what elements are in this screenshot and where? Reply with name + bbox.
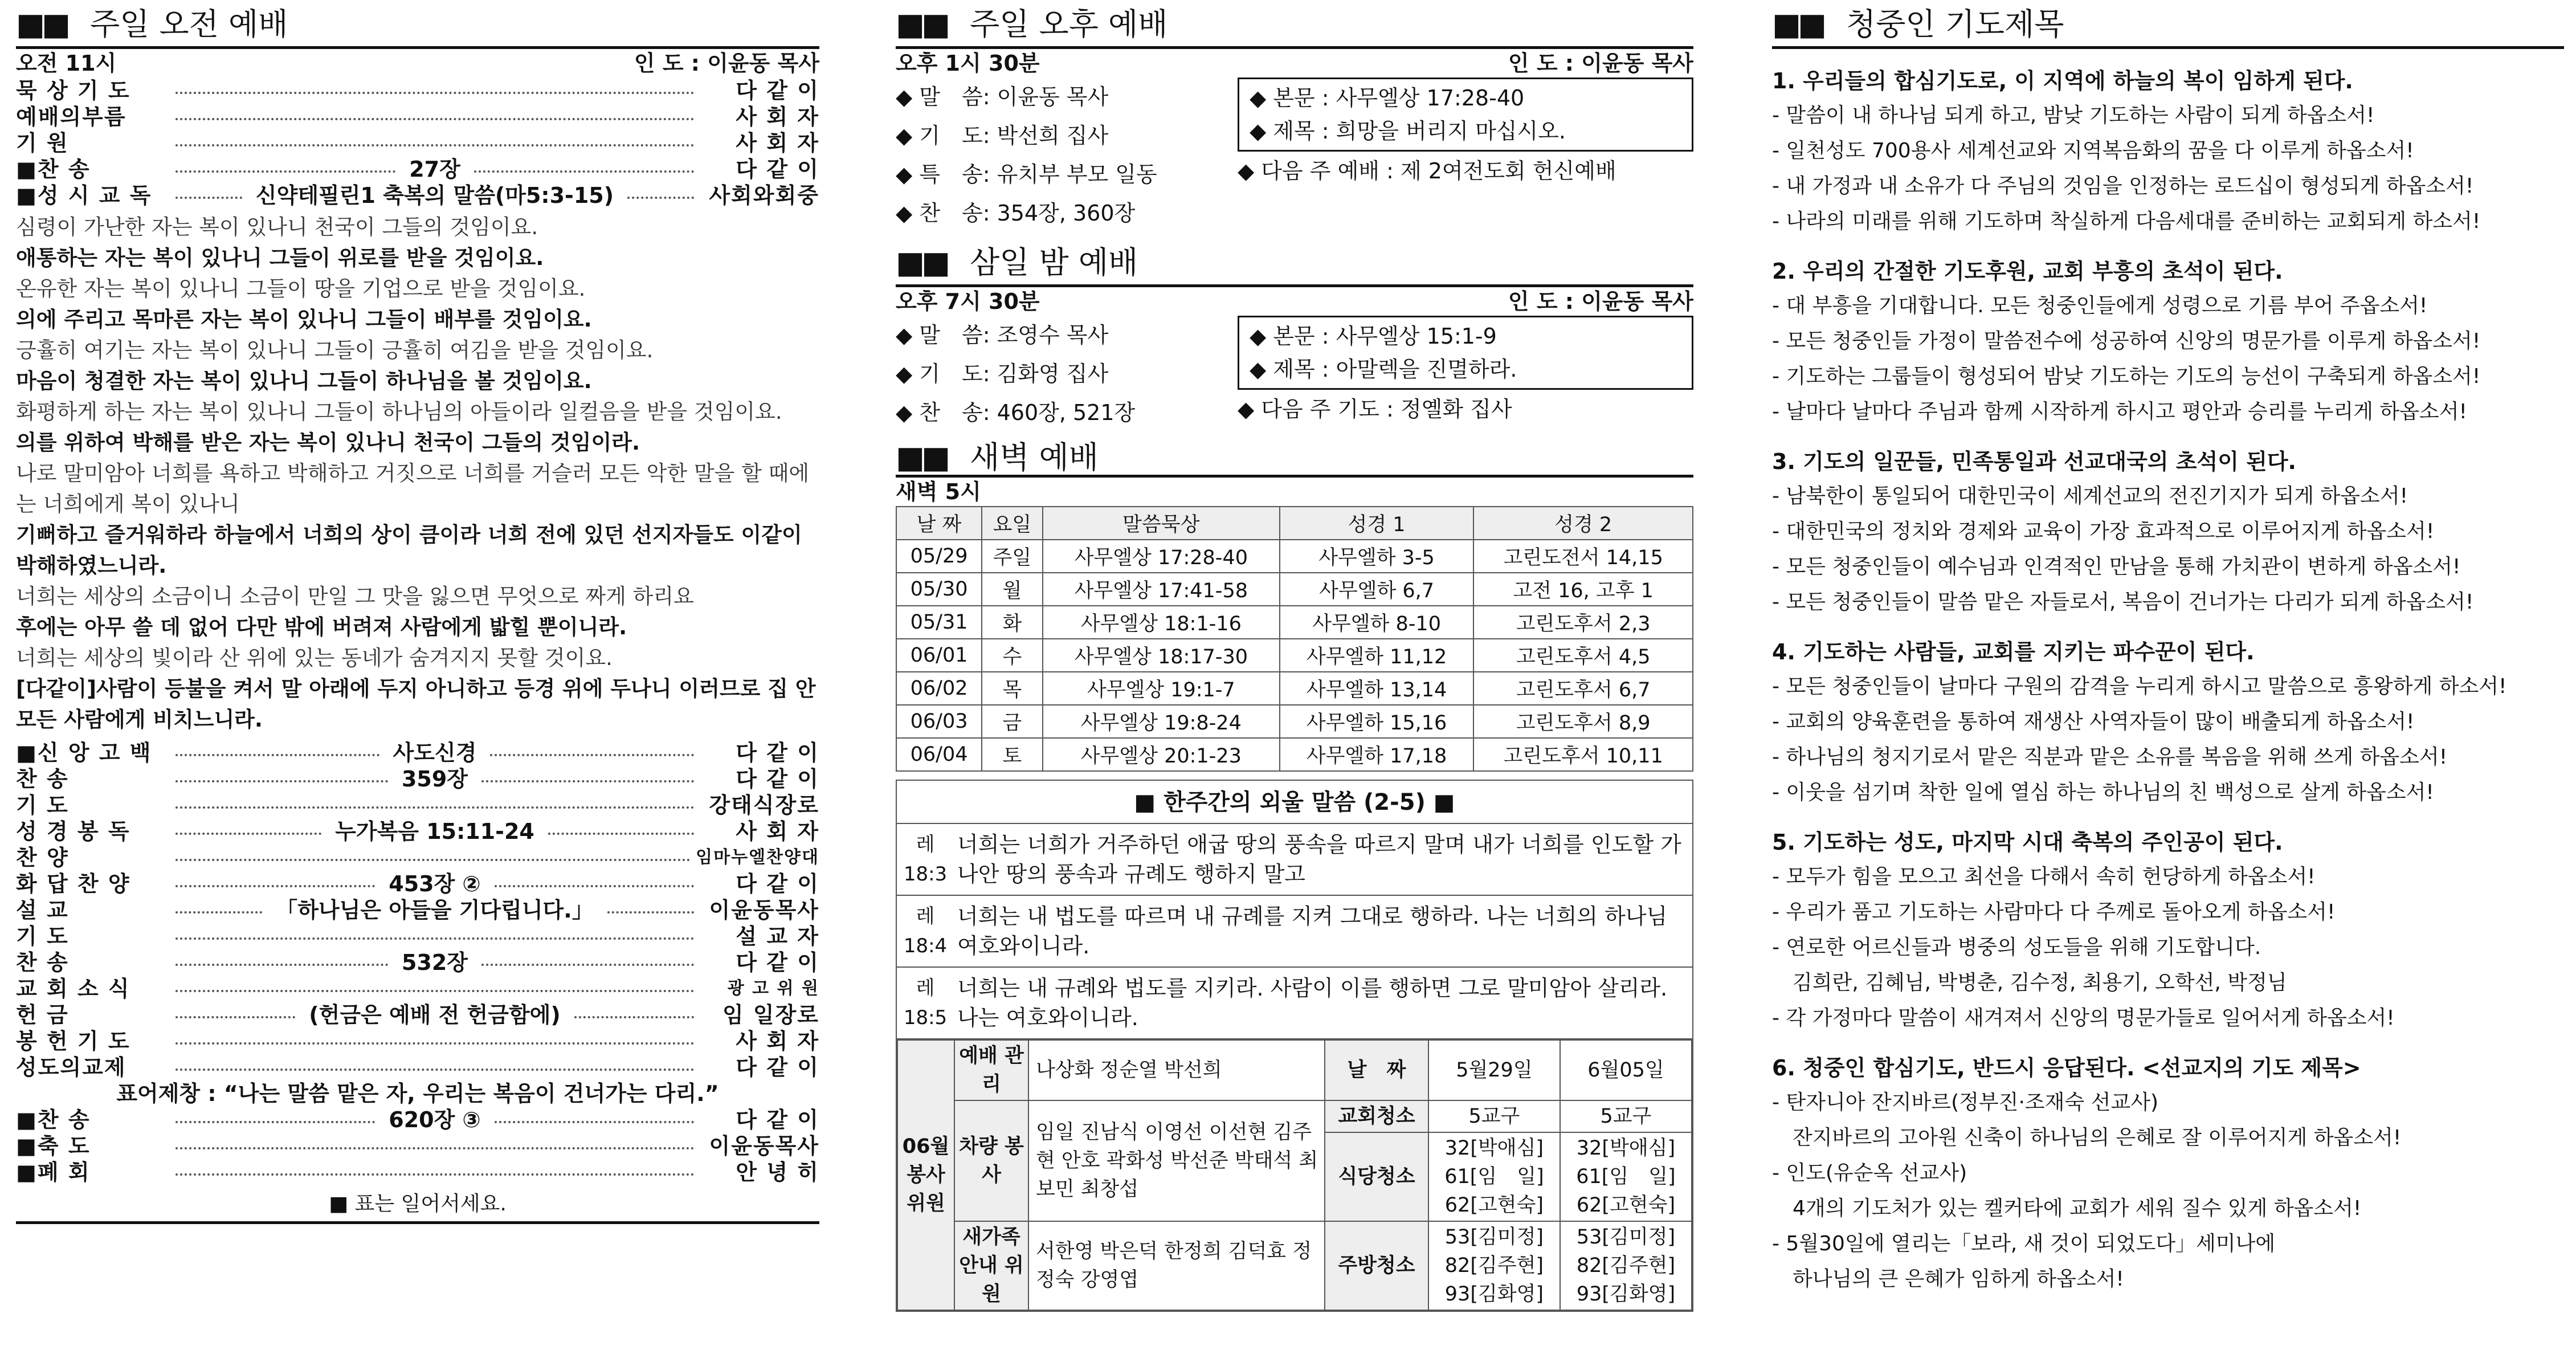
wednesday-items [896,316,1226,432]
church-clean-value: 5교구 [1428,1100,1560,1132]
memory-ref [897,824,954,895]
leader-dots [175,1121,375,1123]
sermon-line: ◆ 제목 : 아말렉을 진멸하라. [1250,357,1517,382]
order-person: 다 같 이 [736,766,819,792]
prayer-item: - 각 가정마다 말씀이 새겨져서 신앙의 명문가들로 일어서게 하옵소서! [1772,1006,2395,1030]
ref-verse: 18:5 [903,1006,948,1029]
leader-dots [175,964,388,966]
table-cell: 사무엘하 6,7 [1280,573,1474,606]
prayer-heading: 4. 기도하는 사람들, 교회를 지키는 파수꾼이 된다. [1772,639,2255,664]
table-cell: 고린도후서 6,7 [1473,672,1693,705]
order-person: 임 일장로 [722,1002,820,1027]
memory-text: 너희는 내 규례와 법도를 지키라. 사람이 이를 행하면 그로 말미암아 살리라. 나는 여호와이니라. [957,976,1668,1030]
morning-header: 오전 11시 인 도 : 이윤동 목사 [16,51,819,76]
leader-dots [495,885,694,887]
order-label: ■찬 송 [16,1107,91,1132]
ref-book: 레 [916,905,935,928]
order-label: ■폐 회 [16,1160,91,1185]
order-person: 강태식장로 [709,793,819,818]
prayer-heading: 2. 우리의 간절한 기도후원, 교회 부흥의 초석이 된다. [1772,259,2283,284]
leader-dots [175,885,375,887]
leader-dots [175,937,694,940]
clean-entry: 61[임 일] [1444,1165,1544,1188]
order-content: 359장 [401,766,468,792]
wednesday-title: ■■ 삼일 밤 예배 [896,238,1693,287]
prayer-item: - 내 가정과 내 소유가 다 주님의 것임을 인정하는 로드십이 형성되게 하옵소서! [1772,174,2474,198]
clean-entry: 62[고현숙] [1576,1194,1676,1217]
leader-dots [175,118,694,120]
table-row [896,639,1693,672]
prayer-heading: 1. 우리들의 합심기도로, 이 지역에 하늘의 복이 임하게 된다. [1772,68,2353,93]
prayer-item: - 나라의 미래를 위해 기도하며 착실하게 다음세대를 준비하는 교회되게 하소서! [1772,210,2481,233]
table-cell: 주일 [982,540,1043,573]
service-item: ◆ 기 도: 박선희 집사 [896,123,1109,148]
leader-dots [175,144,694,146]
kitchen-clean-label: 주방청소 [1325,1221,1428,1310]
order-content: 누가복음 15:11-24 [335,819,534,844]
memory-row [897,896,1692,968]
order-label: 기 도 [16,793,69,818]
clean-entry: 62[고현숙] [1444,1194,1544,1217]
service-item: ◆ 찬 송: 460장, 521장 [896,400,1136,425]
afternoon-header: 오후 1시 30분 인 도 : 이윤동 목사 [896,51,1693,76]
memory-row [897,824,1692,896]
order-label: ■찬 송 [16,157,91,182]
table-cell: 사무엘하 15,16 [1280,705,1474,738]
order-label: 봉 헌 기 도 [16,1029,130,1054]
order-content: 532장 [401,950,468,975]
leader-dots [175,780,388,782]
clean-entry: 53[김미정] [1576,1226,1676,1249]
morning-title: ■■ 주일 오전 예배 [16,0,819,49]
clean-entry: 82[김주현] [1576,1254,1676,1277]
wednesday-next: ◆ 다음 주 기도 : 정옐화 집사 [1238,397,1512,422]
order-label: ■축 도 [16,1133,91,1159]
middle-column [896,0,1693,1358]
order-person: 이윤동목사 [709,1133,819,1159]
dining-clean-label: 식당청소 [1325,1132,1428,1221]
prayer-heading: 6. 청중인 합심기도, 반드시 응답된다. <선교지의 기도 제목> [1772,1055,2361,1080]
leader-dots [175,1147,694,1149]
service-names: 임일 진남식 이영선 이선현 김주현 안호 곽화성 박선준 박태석 최보민 최창섭 [1028,1100,1325,1221]
table-cell: 05/31 [896,606,982,639]
dining-clean-value [1428,1132,1560,1221]
order-content: 「하나님은 아들을 기다립니다.」 [276,898,594,923]
service-item: ◆ 특 송: 유치부 부모 일동 [896,162,1157,187]
memory-row [897,968,1692,1039]
order-item [16,1133,819,1159]
order-content: 신약테필린1 축복의 말씀(마5:3-15) [255,183,614,208]
sermon-line: ◆ 본문 : 사무엘상 15:1-9 [1250,324,1497,349]
service-item: ◆ 찬 송: 354장, 360장 [896,201,1136,226]
service-label: 예배 관리 [954,1040,1028,1100]
clean-entry: 61[임 일] [1576,1165,1676,1188]
order-item [16,1002,819,1028]
leader-dots [175,833,321,835]
table-cell: 고린도후서 2,3 [1473,606,1693,639]
memory-verse-box [896,780,1693,1312]
prayer-item: - 남북한이 통일되어 대한민국이 세계선교의 전진기지가 되게 하옵소서! [1772,484,2408,508]
table-cell: 고전 16, 고후 1 [1473,573,1693,606]
table-row [896,573,1693,606]
verse-line: [다같이]사람이 등불을 켜서 말 아래에 두지 아니하고 등경 위에 두나니 이러므로 집 안 모든 사람에게 비치느니라. [16,676,816,732]
clean-entry: 32[박애심] [1444,1137,1544,1160]
table-cell: 사무엘상 17:41-58 [1043,573,1280,606]
verse-line: 의에 주리고 목마른 자는 복이 있나니 그들이 배부를 것임이요. [16,307,592,332]
verse-line: 너희는 세상의 빛이라 산 위에 있는 동네가 숨겨지지 못할 것이요. [16,646,613,670]
order-item [16,897,819,923]
service-names: 서한영 박은덕 한정희 김덕효 정정숙 강영엽 [1028,1221,1325,1310]
verse-line: 애통하는 자는 복이 있나니 그들이 위로를 받을 것임이요. [16,246,544,270]
table-cell: 06/01 [896,639,982,672]
footnote: ■ 표는 일어서세요. [16,1185,819,1224]
order-label: 기 원 [16,131,69,156]
leader-dots [175,806,694,809]
sermon-line: ◆ 본문 : 사무엘상 17:28-40 [1250,85,1525,111]
order-label: 화 답 찬 양 [16,871,130,896]
morning-order-2 [16,740,819,1080]
table-cell: 사무엘상 17:28-40 [1043,540,1280,573]
table-cell: 사무엘하 8-10 [1280,606,1474,639]
service-label: 새가족 안내 위원 [954,1221,1028,1310]
order-person: 사 회 자 [736,131,819,156]
order-label: 기 도 [16,924,69,949]
prayer-item: 하나님의 큰 은혜가 임하게 하옵소서! [1772,1267,2124,1291]
service-item: ◆ 말 씀: 이윤동 목사 [896,84,1109,109]
church-clean-value: 5교구 [1560,1100,1692,1132]
table-row [896,738,1693,771]
service-label: 차량 봉사 [954,1100,1028,1221]
leader-dots [548,833,694,835]
verse-line: 기뻐하고 즐거워하라 하늘에서 너희의 상이 큼이라 너희 전에 있던 선지자들도 이같이 박해하였느니라. [16,523,802,578]
order-item [16,104,819,130]
order-person: 다 같 이 [736,157,819,182]
table-cell: 사무엘상 19:1-7 [1043,672,1280,705]
responsive-reading [16,212,819,735]
prayer-item: - 우리가 품고 기도하는 사람마다 다 주께로 돌아오게 하옵소서! [1772,900,2336,924]
table-cell: 토 [982,738,1043,771]
dawn-title: ■■ 새벽 예배 [896,438,1693,478]
wednesday-body [896,316,1693,432]
table-cell: 화 [982,606,1043,639]
order-label: 찬 양 [16,845,69,870]
prayer-item: - 모든 청중인들 가정이 말씀전수에 성공하여 신앙의 명문가를 이루게 하옵소서! [1772,329,2481,353]
verse-line: 너희는 세상의 소금이니 소금이 만일 그 맛을 잃으면 무엇으로 짜게 하리요 [16,584,694,609]
prayer-item: - 대 부흥을 기대합니다. 모든 청중인들에게 성령으로 기름 부어 주옵소서! [1772,294,2428,317]
verse-line: 심령이 가난한 자는 복이 있나니 천국이 그들의 것임이요. [16,215,538,239]
order-content: 453장 ② [389,871,481,896]
order-content: 27장 [409,157,460,182]
order-content: (헌금은 예배 전 헌금함에) [309,1002,561,1027]
table-cell: 금 [982,705,1043,738]
verse-line: 의를 위하여 박해를 받은 자는 복이 있나니 천국이 그들의 것임이라. [16,430,640,455]
leader-dots [175,92,694,94]
order-person: 사 회 자 [736,104,819,129]
table-cell: 고린도후서 4,5 [1473,639,1693,672]
leader-dots [627,197,694,199]
prayer-item: - 말씀이 내 하나님 되게 하고, 밤낮 기도하는 사람이 되게 하옵소서! [1772,104,2375,127]
table-row [896,540,1693,573]
order-label: 예배의부름 [16,104,126,129]
prayer-column [1772,0,2564,1358]
table-cell: 월 [982,573,1043,606]
order-item [16,871,819,897]
order-person: 사 회 자 [736,819,819,844]
table-cell: 사무엘하 3-5 [1280,540,1474,573]
table-row [896,606,1693,639]
leader-dots [175,1016,295,1018]
order-item [16,1054,819,1080]
table-cell: 목 [982,672,1043,705]
morning-order-3 [16,1107,819,1185]
table-header: 성경 2 [1473,507,1693,540]
leader-dots [175,197,242,199]
memory-text: 너희는 너희가 거주하던 애굽 땅의 풍속을 따르지 말며 내가 너희를 인도할 가나안 땅의 풍속과 규례도 행하지 말고 [957,832,1681,887]
prayer-item: 4개의 기도처가 있는 켈커타에 교회가 세워 질수 있게 하옵소서! [1772,1197,2362,1220]
prayer-title: ■■ 청중인 기도제목 [1772,0,2564,49]
order-item [16,976,819,1002]
leader-dots [481,964,694,966]
order-label: 찬 송 [16,950,69,975]
service-table [897,1039,1692,1311]
leader-dots [175,170,395,173]
kitchen-clean-value [1428,1221,1560,1310]
memory-ref [897,968,954,1038]
leader-dots [175,1069,694,1071]
table-header: 날 짜 [896,507,982,540]
leader-dots [175,859,690,861]
afternoon-items [896,78,1226,233]
table-cell: 06/02 [896,672,982,705]
table-cell: 고린도후서 10,11 [1473,738,1693,771]
clean-entry: 53[김미정] [1444,1226,1544,1249]
motto: 표어제창 : “나는 말씀 맡은 자, 우리는 복음이 건너가는 다리.” [116,1081,719,1106]
leader-dots [481,780,694,782]
table-cell: 사무엘하 17,18 [1280,738,1474,771]
prayer-item: - 기도하는 그룹들이 형성되어 밤낮 기도하는 기도의 능선이 구축되게 하옵소서! [1772,365,2481,388]
prayer-item: - 연로한 어르신들과 병중의 성도들을 위해 기도합니다. [1772,936,2261,959]
prayer-item: 김희란, 김혜님, 박병춘, 김수정, 최용기, 오학선, 박정님 [1772,971,2287,994]
leader-dots [607,911,694,914]
dining-clean-value [1560,1132,1692,1221]
verse-line: 화평하게 하는 자는 복이 있나니 그들이 하나님의 아들이라 일컬음을 받을 것임이요. [16,399,782,424]
order-person: 이윤동목사 [709,898,819,923]
table-cell: 고린도전서 14,15 [1473,540,1693,573]
order-item [16,130,819,156]
order-person: 설 교 자 [736,924,819,949]
order-person: 사회와회중 [709,183,819,208]
leader-dots [175,754,379,756]
table-header: 요일 [982,507,1043,540]
afternoon-body [896,78,1693,233]
table-row [896,672,1693,705]
table-header: 성경 1 [1280,507,1474,540]
prayer-item: - 교회의 양육훈련을 통하여 재생산 사역자들이 많이 배출되게 하옵소서! [1772,710,2415,733]
leader-dots [474,170,694,173]
order-label: 성 경 봉 독 [16,819,130,844]
dawn-time: 새벽 5시 [896,479,981,504]
order-person: 임마누엘찬양대 [696,847,819,867]
service-date-header: 날 짜 [1325,1040,1428,1100]
morning-service-column [16,0,819,1358]
wednesday-header: 오후 7시 30분 인 도 : 이윤동 목사 [896,289,1693,314]
order-content: 사도신경 [393,740,477,765]
service-date: 6월05일 [1560,1040,1692,1100]
order-label: ■신 앙 고 백 [16,740,152,765]
memory-title: ■ 한주간의 외울 말씀 (2-5) ■ [897,781,1692,824]
table-cell: 사무엘상 19:8-24 [1043,705,1280,738]
prayer-item: - 날마다 날마다 주님과 함께 시작하게 하시고 평안과 승리를 누리게 하옵소서! [1772,400,2467,423]
service-date: 5월29일 [1428,1040,1560,1100]
table-cell: 06/04 [896,738,982,771]
order-item [16,1028,819,1054]
order-label: 헌 금 [16,1002,69,1027]
order-label: 찬 송 [16,766,69,792]
leader-dots [490,754,694,756]
order-person: 다 같 이 [736,78,819,103]
order-person: 다 같 이 [736,1055,819,1080]
order-label: 설 교 [16,898,69,923]
order-item [16,818,819,845]
table-cell: 사무엘하 13,14 [1280,672,1474,705]
service-item: ◆ 기 도: 김화영 집사 [896,361,1109,386]
prayer-item: - 인도(유순옥 선교사) [1772,1161,1967,1185]
table-cell: 사무엘상 18:17-30 [1043,639,1280,672]
prayer-item: - 모든 청중인들이 날마다 구원의 감격을 누리게 하시고 말씀으로 흥왕하게 하소서! [1772,675,2507,698]
leader-dots [495,1121,694,1123]
order-item [16,845,819,871]
verse-line: 나로 말미암아 너희를 욕하고 박해하고 거짓으로 너희를 거슬러 모든 악한 말을 할 때에는 너희에게 복이 있나니 [16,461,810,516]
prayer-item: 잔지바르의 고아원 신축이 하나님의 은혜로 잘 이루어지게 하옵소서! [1772,1126,2402,1149]
table-cell: 05/29 [896,540,982,573]
verse-line: 긍휼히 여기는 자는 복이 있나니 그들이 긍휼히 여김을 받을 것임이요. [16,338,654,362]
table-cell: 사무엘상 18:1-16 [1043,606,1280,639]
table-cell: 사무엘상 20:1-23 [1043,738,1280,771]
prayer-heading: 5. 기도하는 성도, 마지막 시대 축복의 주인공이 된다. [1772,830,2283,855]
prayer-sections [1772,64,2564,1297]
table-cell: 사무엘하 11,12 [1280,639,1474,672]
order-item [16,766,819,792]
table-cell: 06/03 [896,705,982,738]
order-person: 다 같 이 [736,871,819,896]
order-item [16,182,819,209]
table-cell: 고린도후서 8,9 [1473,705,1693,738]
verse-line: 마음이 청결한 자는 복이 있나니 그들이 하나님을 볼 것임이요. [16,369,592,393]
ref-verse: 18:3 [903,863,948,886]
order-item [16,949,819,976]
clean-entry: 93[김화영] [1576,1283,1676,1306]
clean-entry: 32[박애심] [1576,1137,1676,1160]
leader-dots [175,1042,694,1045]
service-item: ◆ 말 씀: 조영수 목사 [896,323,1109,348]
order-item [16,1159,819,1185]
order-person: 사 회 자 [736,1029,819,1054]
prayer-item: - 모든 청중인들이 말씀 맡은 자들로서, 복음이 건너가는 다리가 되게 하옵소서! [1772,590,2474,614]
wednesday-sermon-box [1238,316,1693,390]
prayer-item: - 이웃을 섬기며 착한 일에 열심 하는 하나님의 친 백성으로 살게 하옵소서! [1772,781,2434,804]
order-item [16,740,819,766]
prayer-item: - 하나님의 청지기로서 맡은 직분과 맡은 소유를 복음을 위해 쓰게 하옵소서! [1772,745,2448,769]
leader-dots [574,1016,694,1018]
order-label: 성도의교제 [16,1055,126,1080]
leader-dots [175,911,262,914]
memory-ref [897,896,954,966]
ref-book: 레 [916,977,935,1000]
afternoon-sermon-box [1238,78,1693,152]
order-content: 620장 ③ [389,1107,481,1132]
order-item [16,792,819,818]
leader-dots [175,1173,694,1176]
order-item [16,1107,819,1133]
table-cell: 수 [982,639,1043,672]
dawn-table [896,506,1693,772]
afternoon-title: ■■ 주일 오후 예배 [896,0,1693,49]
order-label: 교 회 소 식 [16,976,130,1001]
prayer-item: - 탄자니아 잔지바르(정부진·조재숙 선교사) [1772,1091,2159,1114]
order-person: 다 같 이 [736,1107,819,1132]
morning-order-1 [16,78,819,209]
order-item [16,78,819,104]
afternoon-next: ◆ 다음 주 예배 : 제 2여전도회 헌신예배 [1238,158,1616,183]
prayer-item: - 모든 청중인들이 예수님과 인격적인 만남을 통해 가치관이 변하게 하옵소서! [1772,555,2461,578]
clean-entry: 93[김화영] [1444,1283,1544,1306]
order-label: 묵 상 기 도 [16,78,130,103]
sermon-line: ◆ 제목 : 희망을 버리지 마십시오. [1250,119,1566,144]
order-item [16,923,819,949]
order-person: 다 같 이 [736,950,819,975]
order-person: 광 고 위 원 [727,978,819,998]
ref-book: 레 [916,833,935,856]
order-item [16,156,819,182]
service-month: 06월 봉사 위원 [897,1040,954,1310]
prayer-heading: 3. 기도의 일꾼들, 민족통일과 선교대국의 초석이 된다. [1772,449,2296,474]
ref-verse: 18:4 [903,935,948,957]
prayer-item: - 5월30일에 열리는「보라, 새 것이 되었도다」세미나에 [1772,1232,2276,1255]
prayer-item: - 대한민국의 정치와 경제와 교육이 가장 효과적으로 이루어지게 하옵소서! [1772,520,2435,543]
verse-line: 온유한 자는 복이 있나니 그들이 땅을 기업으로 받을 것임이요. [16,276,586,301]
table-row [896,705,1693,738]
table-header: 말씀묵상 [1043,507,1280,540]
leader-dots [175,990,694,992]
table-cell: 05/30 [896,573,982,606]
service-names: 나상화 정순열 박선희 [1028,1040,1325,1100]
prayer-item: - 모두가 힘을 모으고 최선을 다해서 속히 헌당하게 하옵소서! [1772,865,2316,888]
verse-line: 후에는 아무 쓸 데 없어 다만 밖에 버려져 사람에게 밟힐 뿐이니라. [16,615,627,639]
prayer-item: - 일천성도 700용사 세계선교와 지역복음화의 꿈을 다 이루게 하옵소서! [1772,139,2414,162]
clean-entry: 82[김주현] [1444,1254,1544,1277]
order-person: 안 녕 히 [736,1160,819,1185]
memory-text: 너희는 내 법도를 따르며 내 규례를 지켜 그대로 행하라. 나는 너희의 하나님 여호와이니라. [957,904,1668,959]
kitchen-clean-value [1560,1221,1692,1310]
church-clean-label: 교회청소 [1325,1100,1428,1132]
order-person: 다 같 이 [736,740,819,765]
order-label: ■성 시 교 독 [16,183,152,208]
